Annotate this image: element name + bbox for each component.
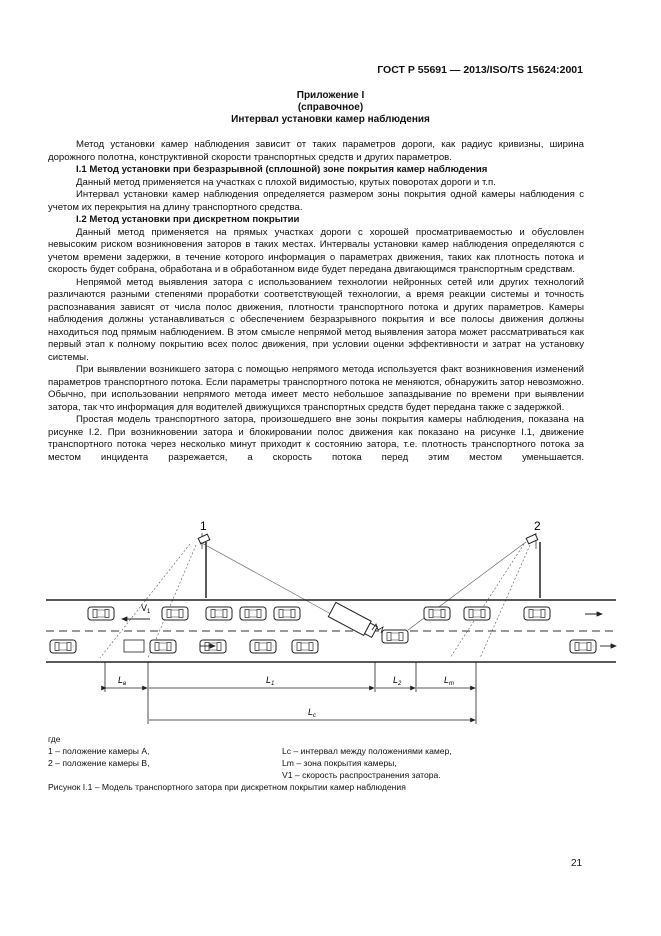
appendix-subtitle: Интервал установки камер наблюдения [231, 114, 430, 125]
camera-1-label: 1 [200, 519, 207, 533]
legend-item: V1 – скорость распространения затора. [282, 770, 441, 780]
upper-lane-cars [88, 607, 550, 620]
paragraph: Простая модель транспортного затора, произошедшего вне зоны покрытия камеры наблюдения, показана на рисунке I.2. При возникновении затора и блокировании полос движения как показано на рисунке I.1, движение транспортного потока через несколько минут приходит к состоянию затора, т.е. плотность транспортного потока за местом инцидента разрежается, а скорость потока перед этим местом уменьшается. [48, 414, 584, 463]
traffic-jam-diagram [40, 518, 620, 730]
dimension-lines [106, 688, 475, 720]
legend-item: Lc – интервал между положениями камер, [282, 746, 452, 756]
camera-a [100, 533, 360, 658]
v1-label: $V_1$ [141, 603, 151, 615]
paragraph: Данный метод применяется на участках с плохой видимостью, крутых поворотах дороги и т.п. [76, 176, 496, 188]
L1-label: $L_1$ [266, 675, 275, 687]
figure-caption: Рисунок I.1 – Модель транспортного затора при дискретном покрытии камер наблюдения [48, 782, 406, 792]
legend-item: 2 – положение камеры В, [48, 758, 150, 768]
camera-b [408, 533, 540, 658]
appendix-kind: (справочное) [297, 102, 364, 113]
paragraph: Интервал установки камер наблюдения определяется размером зоны покрытия одной камеры наблюдения с учетом их перекрытия на длину транспортного средства. [48, 189, 584, 213]
body-text [48, 139, 584, 464]
legend-where: где [48, 734, 61, 744]
Lm-label: $L_m$ [444, 675, 455, 687]
incident-truck [328, 602, 378, 639]
legend-item: 1 – положение камеры А, [48, 746, 150, 756]
camera-2-label: 2 [534, 519, 541, 533]
dimension-ticks [105, 662, 476, 724]
appendix-title: Приложение I [296, 90, 365, 101]
section-heading: I.2 Метод установки при дискретном покрытии [76, 214, 300, 225]
legend-item: Lm – зона покрытия камеры, [282, 758, 397, 768]
lower-lane-cars [50, 630, 596, 653]
paragraph: Данный метод применяется на прямых участках дороги с хорошей просматриваемостью и обусловлен невысоким риском возникновения заторов в таких местах. Интервалы установки камер наблюдения определяются с учетом времени задержки, в течение которого информация о параметрах движения, таких как плотность потока и скорость будет собрана, обработана и в обработанном виде будет передана двигающимся транспортным средствам. [48, 226, 584, 275]
paragraph: При выявлении возникшего затора с помощью непрямого метода используется факт возникновения изменений параметров транспортного потока. Если параметры транспортного потока не меняются, обнаружить затор невозможно. Обычно, при использовании непрямого метода имеет место небольшое запаздывание по времени при выявлении затора, так что информация для водителей движущихся транспортных средств будет передана также с задержкой. [48, 364, 584, 413]
Lc-label: $L_c$ [308, 707, 317, 719]
document-header: ГОСТ Р 55691 — 2013/ISO/TS 15624:2001 [377, 64, 583, 76]
paragraph: Метод установки камер наблюдения зависит от таких параметров дороги, как радиус кривизны, ширина дорожного полотна, конструктивной скорости транспортных средств и других параметров. [48, 139, 584, 163]
Lb-label: $L_в$ [118, 675, 127, 687]
section-heading: I.1 Метод установки при безразрывной (сплошной) зоне покрытия камер наблюдения [76, 164, 488, 175]
page-number: 21 [571, 858, 583, 869]
L2-label: $L_2$ [393, 675, 402, 687]
paragraph: Непрямой метод выявления затора с использованием технологии нейронных сетей или других технологий различаются разными степенями проработки соответствующей технологии, а время реакции системы и точность распознавания зависят от числа полос движения, плотности транспортного потока и других параметров. Камеры наблюдения должны устанавливаться с обеспечением безразрывного покрытия и все полосы движения должны находиться под прямым наблюдением. В этом смысле непрямой метод выявления затора может рассматриваться как первый этап к полному покрытию всех полос движения, при условии оценки эффективности и затрат на установку системы. [48, 276, 584, 363]
